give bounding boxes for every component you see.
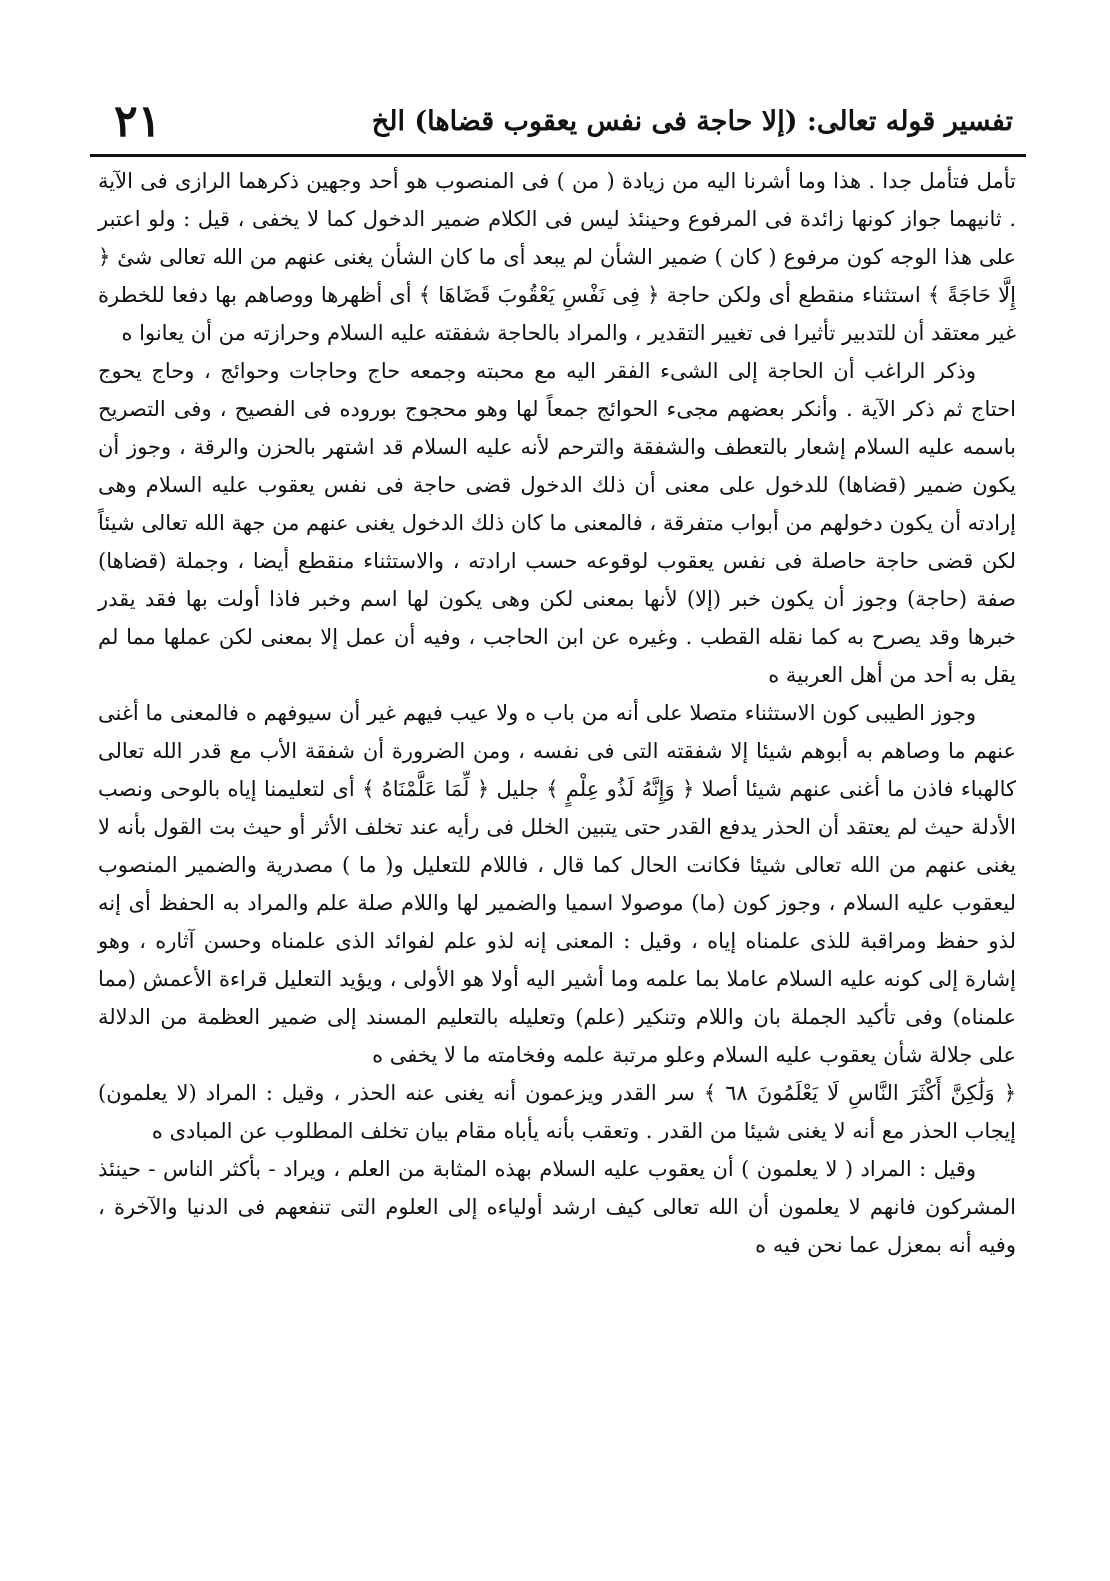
paragraph-1: تأمل فتأمل جدا . هذا وما أشرنا اليه من زيادة ( من ) فى المنصوب هو أحد وجهين ذكرهما الرازى فى الآية . ثانيهما جواز كونها زائدة فى المرفوع وحينئذ ليس فى الكلام ضمير الدخول كما لا يخفى ، قيل : ولو اعتبر على هذا الوجه كون مرفوع ( كان ) ضمير الشأن لم يبعد أى ما كان الشأن يغنى عنهم من الله تعالى شئ ﴿ إِلَّا حَاجَةً ﴾ استثناء منقطع أى ولكن حاجة ﴿ فِى نَفْسِ يَعْقُوبَ قَضَاهَا ﴾ أى أظهرها ووصاهم بها دفعا للخطرة غير معتقد أن للتدبير تأثيرا فى تغيير التقدير ، والمراد بالحاجة شفقته عليه السلام وحرازته من أن يعانوا ه	[98, 169, 1017, 345]
paragraph-3: وجوز الطيبى كون الاستثناء متصلا على أنه من باب ه ولا عيب فيهم غير أن سيوفهم ه فالمعنى ما أغنى عنهم ما وصاهم به أبوهم شيئا إلا شفقته التى فى نفسه ، ومن الضرورة أن شفقة الأب مع قدر الله تعالى كالهباء فاذن ما أغنى عنهم شيئا أصلا ﴿ وَإِنَّهُ لَذُو عِلْمٍ ﴾ جليل ﴿ لِّمَا عَلَّمْنَاهُ ﴾ أى لتعليمنا إياه بالوحى ونصب الأدلة حيث لم يعتقد أن الحذر يدفع القدر حتى يتبين الخلل فى رأيه عند تخلف الأثر أو حيث بت القول بأنه لا يغنى عنهم من الله تعالى شيئا فكانت الحال كما قال ، فاللام للتعليل و( ما ) مصدرية والضمير المنصوب ليعقوب عليه السلام ، وجوز كون (ما) موصولا اسميا والضمير لها واللام صلة علم والمراد به الحفظ أى إنه لذو حفظ ومراقبة للذى علمناه إياه ، وقيل : المعنى إنه لذو علم لفوائد الذى علمناه وحسن آثاره ، وهو إشارة إلى كونه عليه السلام عاملا بما علمه وما أشير اليه أولا هو الأولى ، ويؤيد التعليل قراءة الأعمش (مما علمناه) وفى تأكيد الجملة بان واللام وتنكير (علم) وتعليله بالتعليم المسند إلى ضمير العظمة من الدلالة على جلالة شأن يعقوب عليه السلام وعلو مرتبة علمه وفخامته ما لا يخفى ه	[98, 701, 1016, 1067]
running-title: تفسير قوله تعالى: (إلا حاجة فى نفس يعقوب قضاها) الخ	[371, 106, 1013, 137]
paragraph-4: ﴿ وَلَٰكِنَّ أَكْثَرَ النَّاسِ لَا يَعْلَمُونَ ٦٨ ﴾ سر القدر ويزعمون أنه يغنى عنه الحذر ، وقيل : المراد (لا يعلمون) إيجاب الحذر مع أنه لا يغنى شيئا من القدر . وتعقب بأنه يأباه مقام بيان تخلف المطلوب عن المبادى ه	[98, 1081, 1017, 1143]
paragraph-2: وذكر الراغب أن الحاجة إلى الشىء الفقر اليه مع محبته وجمعه حاج وحاجات وحوائج ، وحاج يحوج احتاج ثم ذكر الآية . وأنكر بعضهم مجىء الحوائج جمعاً لها وهو محجوج بوروده فى الفصيح ، وفى التصريح باسمه عليه السلام إشعار بالتعطف والشفقة والترحم لأنه عليه السلام قد اشتهر بالحزن والرقة ، وجوز أن يكون ضمير (قضاها) للدخول على معنى أن ذلك الدخول قضى حاجة فى نفس يعقوب عليه السلام وهى إرادته أن يكون دخولهم من أبواب متفرقة ، فالمعنى ما كان ذلك الدخول يغنى عنهم من جهة الله تعالى شيئاً لكن قضى حاجة حاصلة فى نفس يعقوب لوقوعه حسب ارادته ، والاستثناء منقطع أيضا ، وجملة (قضاها) صفة (حاجة) وجوز أن يكون خبر (إلا) لأنها بمعنى لكن وهى يكون لها اسم وخبر فاذا أولت بها فقد يقدر خبرها وقد يصرح به كما نقله القطب . وغيره عن ابن الحاجب ، وفيه أن عمل إلا بمعنى لكن عملها مما لم يقل به أحد من أهل العربية ه	[98, 359, 1016, 687]
page-body	[98, 162, 1016, 1264]
page-header	[88, 92, 1025, 152]
paragraph-5: وقيل : المراد ( لا يعلمون ) أن يعقوب عليه السلام بهذه المثابة من العلم ، ويراد - بأكثر الناس - حينئذ المشركون فانهم لا يعلمون أن الله تعالى كيف ارشد أولياءه إلى العلوم التى تنفعهم فى الدنيا والآخرة ، وفيه أنه بمعزل عما نحن فيه ه	[98, 1157, 1016, 1257]
header-divider	[90, 154, 1026, 157]
page-number: ٢١	[114, 96, 162, 147]
